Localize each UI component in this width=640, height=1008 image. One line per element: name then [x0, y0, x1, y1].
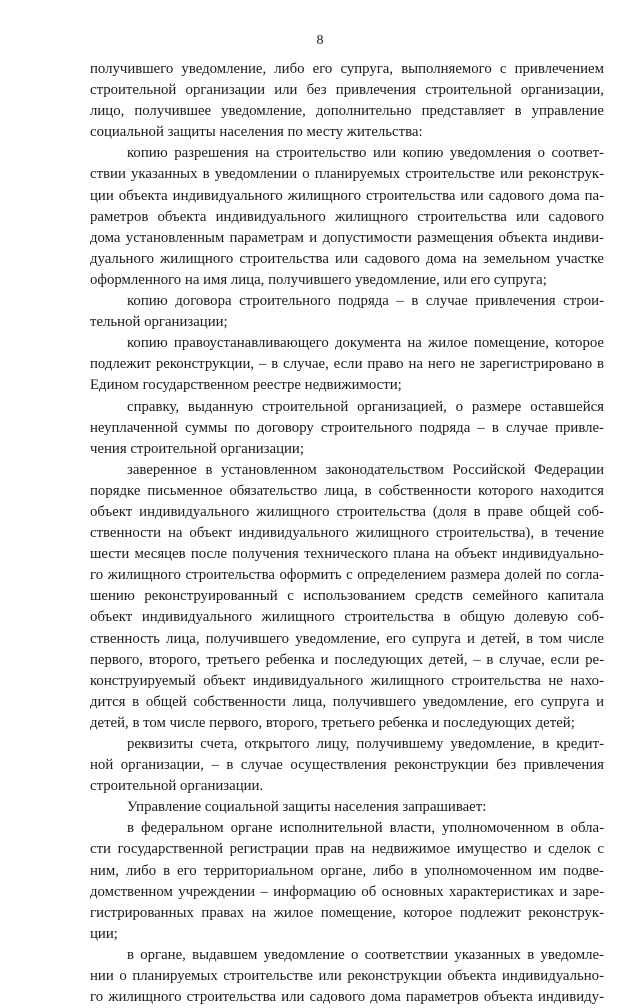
text-line: строительной организации или без привлечения строительной организации, — [90, 82, 604, 99]
text-line: тельной организации; — [90, 314, 228, 331]
text-line: копию правоустанавливающего документа на жилое помещение, которое — [127, 335, 604, 352]
text-line: получившего уведомление, либо его супруга, выполняемого с привлечением — [90, 61, 604, 77]
text-line: справку, выданную строительной организацией, о размере оставшейся — [127, 398, 604, 415]
text-line: дуального жилищного строительства или садового дома на земельном участке — [90, 250, 604, 267]
text-line: строительной организации. — [90, 778, 264, 795]
text-line: объект индивидуального жилищного строительства в общую долевую соб- — [90, 609, 604, 626]
text-line: реквизиты счета, открытого лицу, получившему уведомление, в кредит- — [127, 736, 604, 752]
text-line: в органе, выдавшем уведомление о соответствии указанных в уведомле- — [127, 946, 604, 963]
text-line: социальной защиты населения по месту жительства: — [90, 124, 423, 141]
text-line: Управление социальной защиты населения запрашивает: — [127, 799, 487, 816]
text-line: копию разрешения на строительство или копию уведомления о соответ- — [127, 145, 604, 162]
document-body — [90, 59, 604, 1008]
text-line: сти государственной регистрации прав на недвижимое имущество и сделок с — [90, 841, 604, 858]
page-number: 8 — [316, 33, 324, 48]
text-line: в федеральном органе исполнительной власти, уполномоченном в обла- — [127, 820, 604, 837]
text-line: гистрированных правах на жилое помещение, которое подлежит реконструк- — [90, 904, 604, 921]
text-line: порядке письменное обязательство лица, в собственности которого находится — [90, 482, 604, 499]
text-line: лицо, получившее уведомление, дополнительно представляет в управление — [90, 103, 604, 120]
text-line: чения строительной организации; — [90, 440, 304, 457]
text-line: дится в общей собственности лица, получившего уведомление, его супруга и — [90, 693, 604, 710]
text-line: ственности на объект индивидуального жилищного строительства), в течение — [90, 525, 604, 542]
text-line: домственном учреждении – информацию об основных характеристиках и заре- — [90, 883, 604, 900]
text-line: раметров объекта индивидуального жилищного строительства или садового — [90, 208, 604, 225]
text-line: шению реконструированный с использованием средств семейного капитала — [90, 588, 604, 605]
text-line: заверенное в установленном законодательством Российской Федерации — [127, 461, 604, 478]
text-line: Едином государственном реестре недвижимости; — [90, 377, 402, 394]
text-line: неуплаченной суммы по договору строительного подряда – в случае привле- — [90, 419, 604, 436]
text-line: шести месяцев после получения технического плана на объект индивидуально- — [90, 546, 604, 563]
text-line: копию договора строительного подряда – в случае привлечения строи- — [127, 293, 604, 310]
text-line: го жилищного строительства или садового дома параметров объекта индивиду- — [90, 989, 604, 1006]
text-line: ним, либо в его территориальном органе, либо в уполномоченном им подве- — [90, 862, 604, 879]
text-line: первого, второго, третьего ребенка и последующих детей, – в случае, если ре- — [90, 651, 604, 668]
text-line: ной организации, – в случае осуществления реконструкции без привлечения — [90, 757, 604, 774]
text-line: объект индивидуального жилищного строительства (доля в праве общей соб- — [90, 503, 604, 520]
text-line: оформленного на имя лица, получившего уведомление, или его супруга; — [90, 271, 547, 288]
text-line: конструируемый объект индивидуального жилищного строительства не нахо- — [90, 672, 604, 689]
text-line: ции объекта индивидуального жилищного строительства или садового дома па- — [90, 187, 604, 204]
text-line: дома установленным параметрам и допустимости размещения объекта индиви- — [90, 229, 604, 246]
text-line: ции; — [90, 925, 118, 942]
text-line: го жилищного строительства оформить с определением размера долей по согла- — [90, 567, 604, 584]
text-line: ствии указанных в уведомлении о планируемых строительстве или реконструк- — [90, 166, 604, 183]
text-line: детей, в том числе первого, второго, третьего ребенка и последующих детей; — [90, 714, 575, 731]
text-line: ственность лица, получившего уведомление, его супруга и детей, в том числе — [90, 630, 604, 647]
text-line: подлежит реконструкции, – в случае, если право на него не зарегистрировано в — [90, 356, 604, 373]
text-line: нии о планируемых строительстве или реконструкции объекта индивидуально- — [90, 968, 604, 985]
